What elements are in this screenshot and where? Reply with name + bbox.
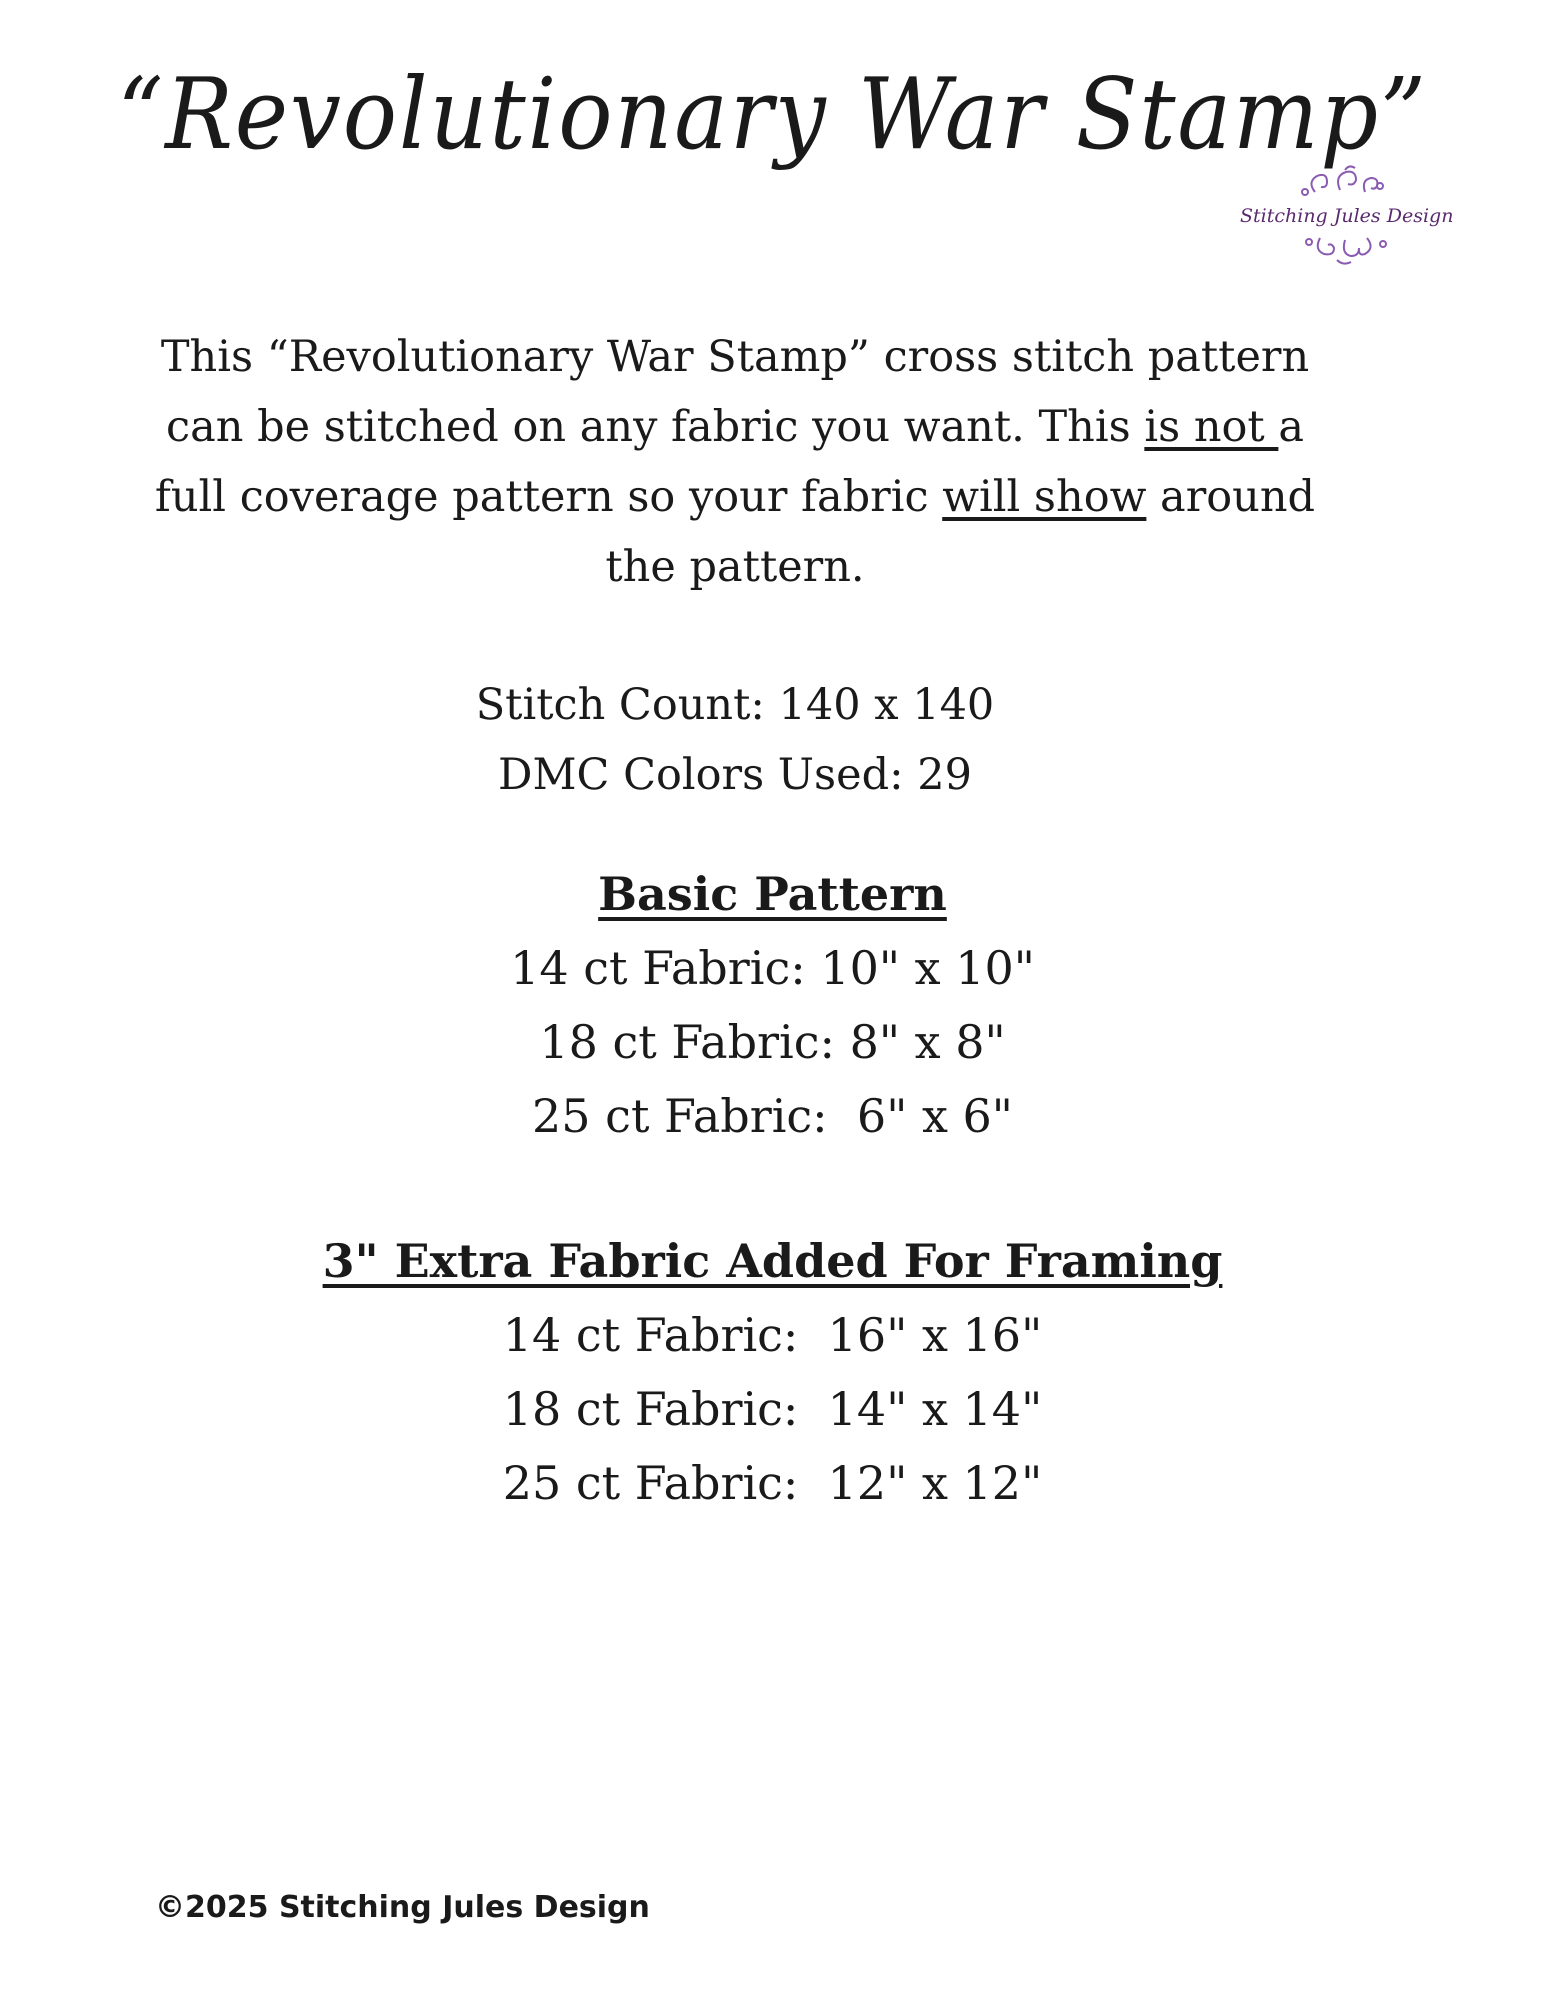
intro-text-2: a full coverage pattern so your fabric — [154, 402, 1305, 522]
stitch-count: Stitch Count: 140 x 140 — [475, 680, 995, 730]
basic-row-14ct: 14 ct Fabric: 10" x 10" — [510, 941, 1035, 995]
dmc-colors: DMC Colors Used: 29 — [498, 750, 972, 800]
emphasis-is-not: is not — [1144, 402, 1279, 452]
basic-pattern-heading: Basic Pattern — [598, 867, 947, 921]
brand-logo — [1240, 162, 1454, 292]
copyright-footer: ©2025 Stitching Jules Design — [155, 1890, 650, 1925]
intro-paragraph — [140, 322, 1330, 602]
pattern-stats — [0, 670, 1470, 810]
framing-row-25ct: 25 ct Fabric: 12" x 12" — [502, 1456, 1043, 1510]
framing-row-18ct: 18 ct Fabric: 14" x 14" — [502, 1382, 1043, 1436]
swirl-ornament-top-icon — [1285, 162, 1405, 202]
framing-row-14ct: 14 ct Fabric: 16" x 16" — [502, 1308, 1043, 1362]
basic-pattern-section — [0, 857, 1545, 1153]
basic-row-18ct: 18 ct Fabric: 8" x 8" — [539, 1015, 1006, 1069]
logo-text: Stitching Jules Design — [1240, 205, 1454, 227]
basic-row-25ct: 25 ct Fabric: 6" x 6" — [532, 1089, 1013, 1143]
framing-section — [0, 1224, 1545, 1520]
intro-text-3: around the pattern. — [605, 472, 1316, 592]
page-title: “Revolutionary War Stamp” — [117, 58, 1428, 172]
swirl-ornament-bottom-icon — [1285, 230, 1405, 270]
intro-text-1: This “Revolutionary War Stamp” cross stitch pattern can be stitched on any fabric you want. This — [160, 332, 1310, 452]
emphasis-will-show: will show — [942, 472, 1147, 522]
framing-heading: 3" Extra Fabric Added For Framing — [322, 1234, 1223, 1288]
